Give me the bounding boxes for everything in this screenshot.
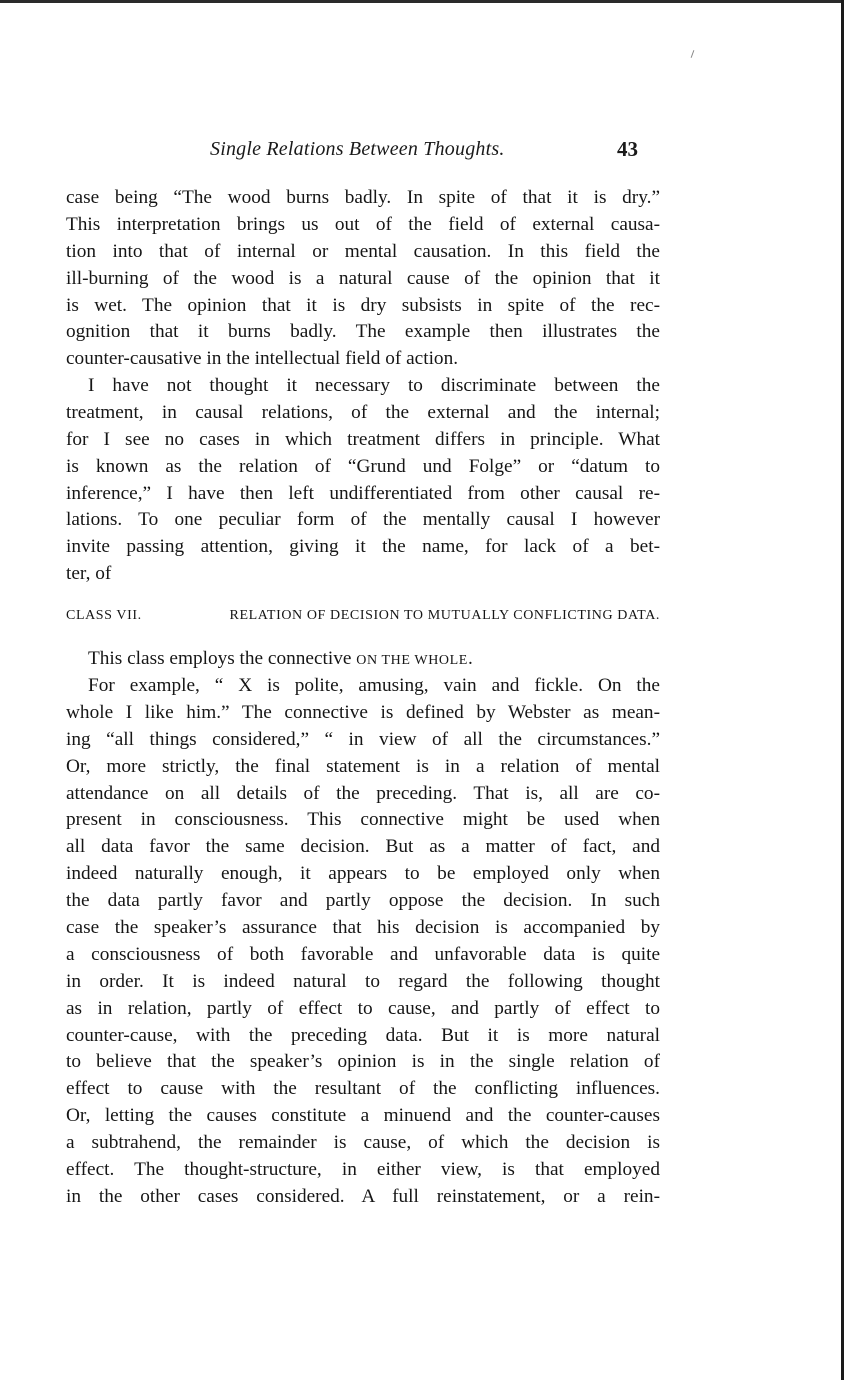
text-line: I have not thought it necessary to discriminate between the <box>88 375 660 396</box>
text-line: is wet. The opinion that it is dry subsists in spite of the rec- <box>66 294 660 316</box>
text-line: indeed naturally enough, it appears to be employed only when <box>66 863 660 885</box>
text-line: lations. To one peculiar form of the mentally causal I however <box>66 509 660 531</box>
text-line: in order. It is indeed natural to regard the following thought <box>66 970 660 992</box>
paragraph-2 <box>66 373 660 588</box>
text-line: in the other cases considered. A full reinstatement, or a rein- <box>66 1185 660 1207</box>
text-line: ing “all things considered,” “ in view of all the circumstances.” <box>66 728 660 750</box>
text-line: is known as the relation of “Grund und Folge” or “datum to <box>66 455 660 477</box>
text-line: effect to cause with the resultant of the conflicting influences. <box>66 1078 660 1100</box>
text-line: Or, more strictly, the final statement is in a relation of mental <box>66 755 660 777</box>
text-line: as in relation, partly of effect to cause, and partly of effect to <box>66 997 660 1019</box>
text-line: case the speaker’s assurance that his decision is accompanied by <box>66 917 660 939</box>
text-line: effect. The thought-structure, in either view, is that employed <box>66 1159 660 1181</box>
text-line: attendance on all details of the preceding. That is, all are co- <box>66 782 660 804</box>
text-line: Or, letting the causes constitute a minuend and the counter-causes <box>66 1105 660 1127</box>
text-line: to believe that the speaker’s opinion is in the single relation of <box>66 1051 660 1073</box>
text-line <box>66 646 660 673</box>
scan-speck <box>691 50 695 58</box>
text-line: the data partly favor and partly oppose the decision. In such <box>66 890 660 912</box>
text-run: This class employs the connective <box>88 648 357 669</box>
running-title: Single Relations Between Thoughts. <box>210 138 505 160</box>
text-run: . <box>467 648 473 669</box>
text-line: ter, of <box>66 563 112 585</box>
text-line: case being “The wood burns badly. In spite of that it is dry.” <box>66 187 660 208</box>
class-heading <box>66 608 660 624</box>
text-line: counter-cause, with the preceding data. But it is more natural <box>66 1024 660 1046</box>
text-line: for I see no cases in which treatment differs in principle. What <box>66 428 660 450</box>
text-line: ill-burning of the wood is a natural cause of the opinion that it <box>66 267 660 289</box>
paragraph-1 <box>66 185 660 373</box>
text-line: For example, “ X is polite, amusing, vain and fickle. On the <box>88 675 660 696</box>
text-line: inference,” I have then left undifferentiated from other causal re- <box>66 482 660 504</box>
text-line: present in consciousness. This connective might be used when <box>66 809 660 831</box>
text-line: invite passing attention, giving it the name, for lack of a bet- <box>66 536 660 558</box>
text-line: all data favor the same decision. But as a matter of fact, and <box>66 836 660 858</box>
text-line: a subtrahend, the remainder is cause, of which the decision is <box>66 1132 660 1154</box>
text-line: ognition that it burns badly. The example then illustrates the <box>66 321 660 343</box>
class-label: CLASS VII. <box>66 608 142 623</box>
page-number: 43 <box>617 137 638 161</box>
text-line: whole I like him.” The connective is defined by Webster as mean- <box>66 701 660 723</box>
text-line: counter-causative in the intellectual field of action. <box>66 348 459 370</box>
text-line: a consciousness of both favorable and unfavorable data is quite <box>66 943 660 965</box>
paragraph-4 <box>66 673 660 1211</box>
text-line: This interpretation brings us out of the field of external causa- <box>66 213 660 235</box>
paragraph-3 <box>66 646 660 673</box>
connective-small-caps: ON THE WHOLE <box>356 653 468 668</box>
text-line: tion into that of internal or mental causation. In this field the <box>66 240 660 262</box>
scan-top-edge <box>0 0 844 3</box>
class-title: RELATION OF DECISION TO MUTUALLY CONFLICTING DATA. <box>229 608 660 623</box>
text-line: treatment, in causal relations, of the external and the internal; <box>66 401 660 423</box>
